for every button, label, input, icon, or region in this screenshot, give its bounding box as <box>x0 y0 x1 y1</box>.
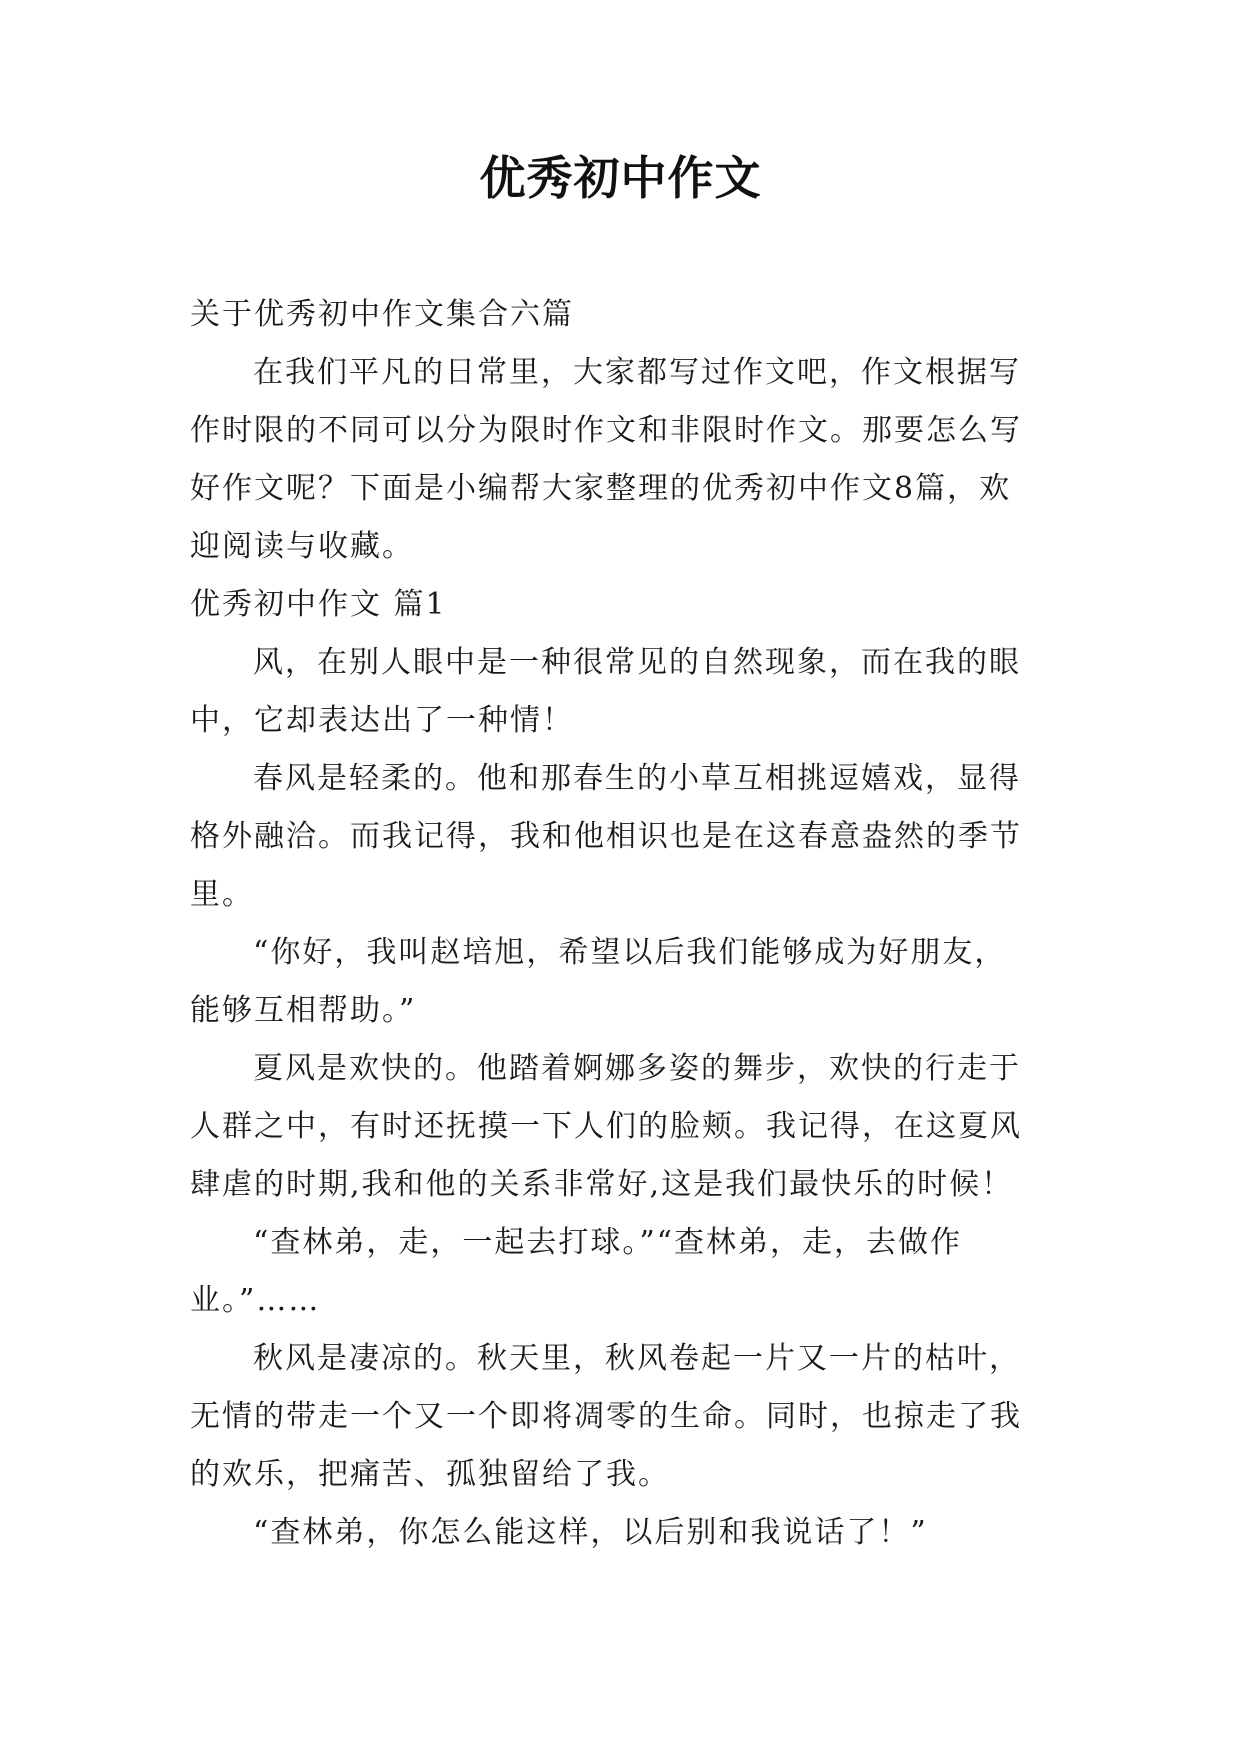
article-heading: 优秀初中作文 篇1 <box>190 587 447 622</box>
document-title: 优秀初中作文 <box>479 151 762 205</box>
body-line: 肆虐的时期,我和他的关系非常好,这是我们最快乐的时候！ <box>190 1167 1014 1202</box>
body-line: 在我们平凡的日常里，大家都写过作文吧，作文根据写 <box>253 355 1021 390</box>
body-line: 能够互相帮助。” <box>190 993 417 1028</box>
body-line: 好作文呢？下面是小编帮大家整理的优秀初中作文8篇，欢 <box>190 471 1012 506</box>
body-line: 作时限的不同可以分为限时作文和非限时作文。那要怎么写 <box>190 413 1022 448</box>
body-line: 格外融洽。而我记得，我和他相识也是在这春意盎然的季节 <box>190 819 1022 854</box>
body-line: 迎阅读与收藏。 <box>190 529 414 564</box>
body-line: “你好，我叫赵培旭，希望以后我们能够成为好朋友， <box>253 935 1007 970</box>
body-line: 里。 <box>190 877 254 912</box>
body-line: “查林弟，走，一起去打球。”“查林弟，走，去做作 <box>253 1225 963 1260</box>
body-line: 春风是轻柔的。他和那春生的小草互相挑逗嬉戏，显得 <box>253 761 1021 796</box>
body-line: 秋风是凄凉的。秋天里，秋风卷起一片又一片的枯叶， <box>253 1341 1021 1376</box>
body-line: 中，它却表达出了一种情！ <box>190 703 574 738</box>
body-line: 夏风是欢快的。他踏着婀娜多姿的舞步，欢快的行走于 <box>253 1051 1021 1086</box>
body-line: “查林弟，你怎么能这样，以后别和我说话了！” <box>253 1515 928 1550</box>
body-line: 人群之中，有时还抚摸一下人们的脸颊。我记得，在这夏风 <box>190 1109 1022 1144</box>
body-line: 的欢乐，把痛苦、孤独留给了我。 <box>190 1457 670 1492</box>
body-line: 风，在别人眼中是一种很常见的自然现象，而在我的眼 <box>253 645 1021 680</box>
body-line: 无情的带走一个又一个即将凋零的生命。同时，也掠走了我 <box>190 1399 1022 1434</box>
section-heading: 关于优秀初中作文集合六篇 <box>190 297 574 332</box>
document-body <box>190 286 1056 1562</box>
body-line: 业。”…… <box>190 1283 321 1318</box>
